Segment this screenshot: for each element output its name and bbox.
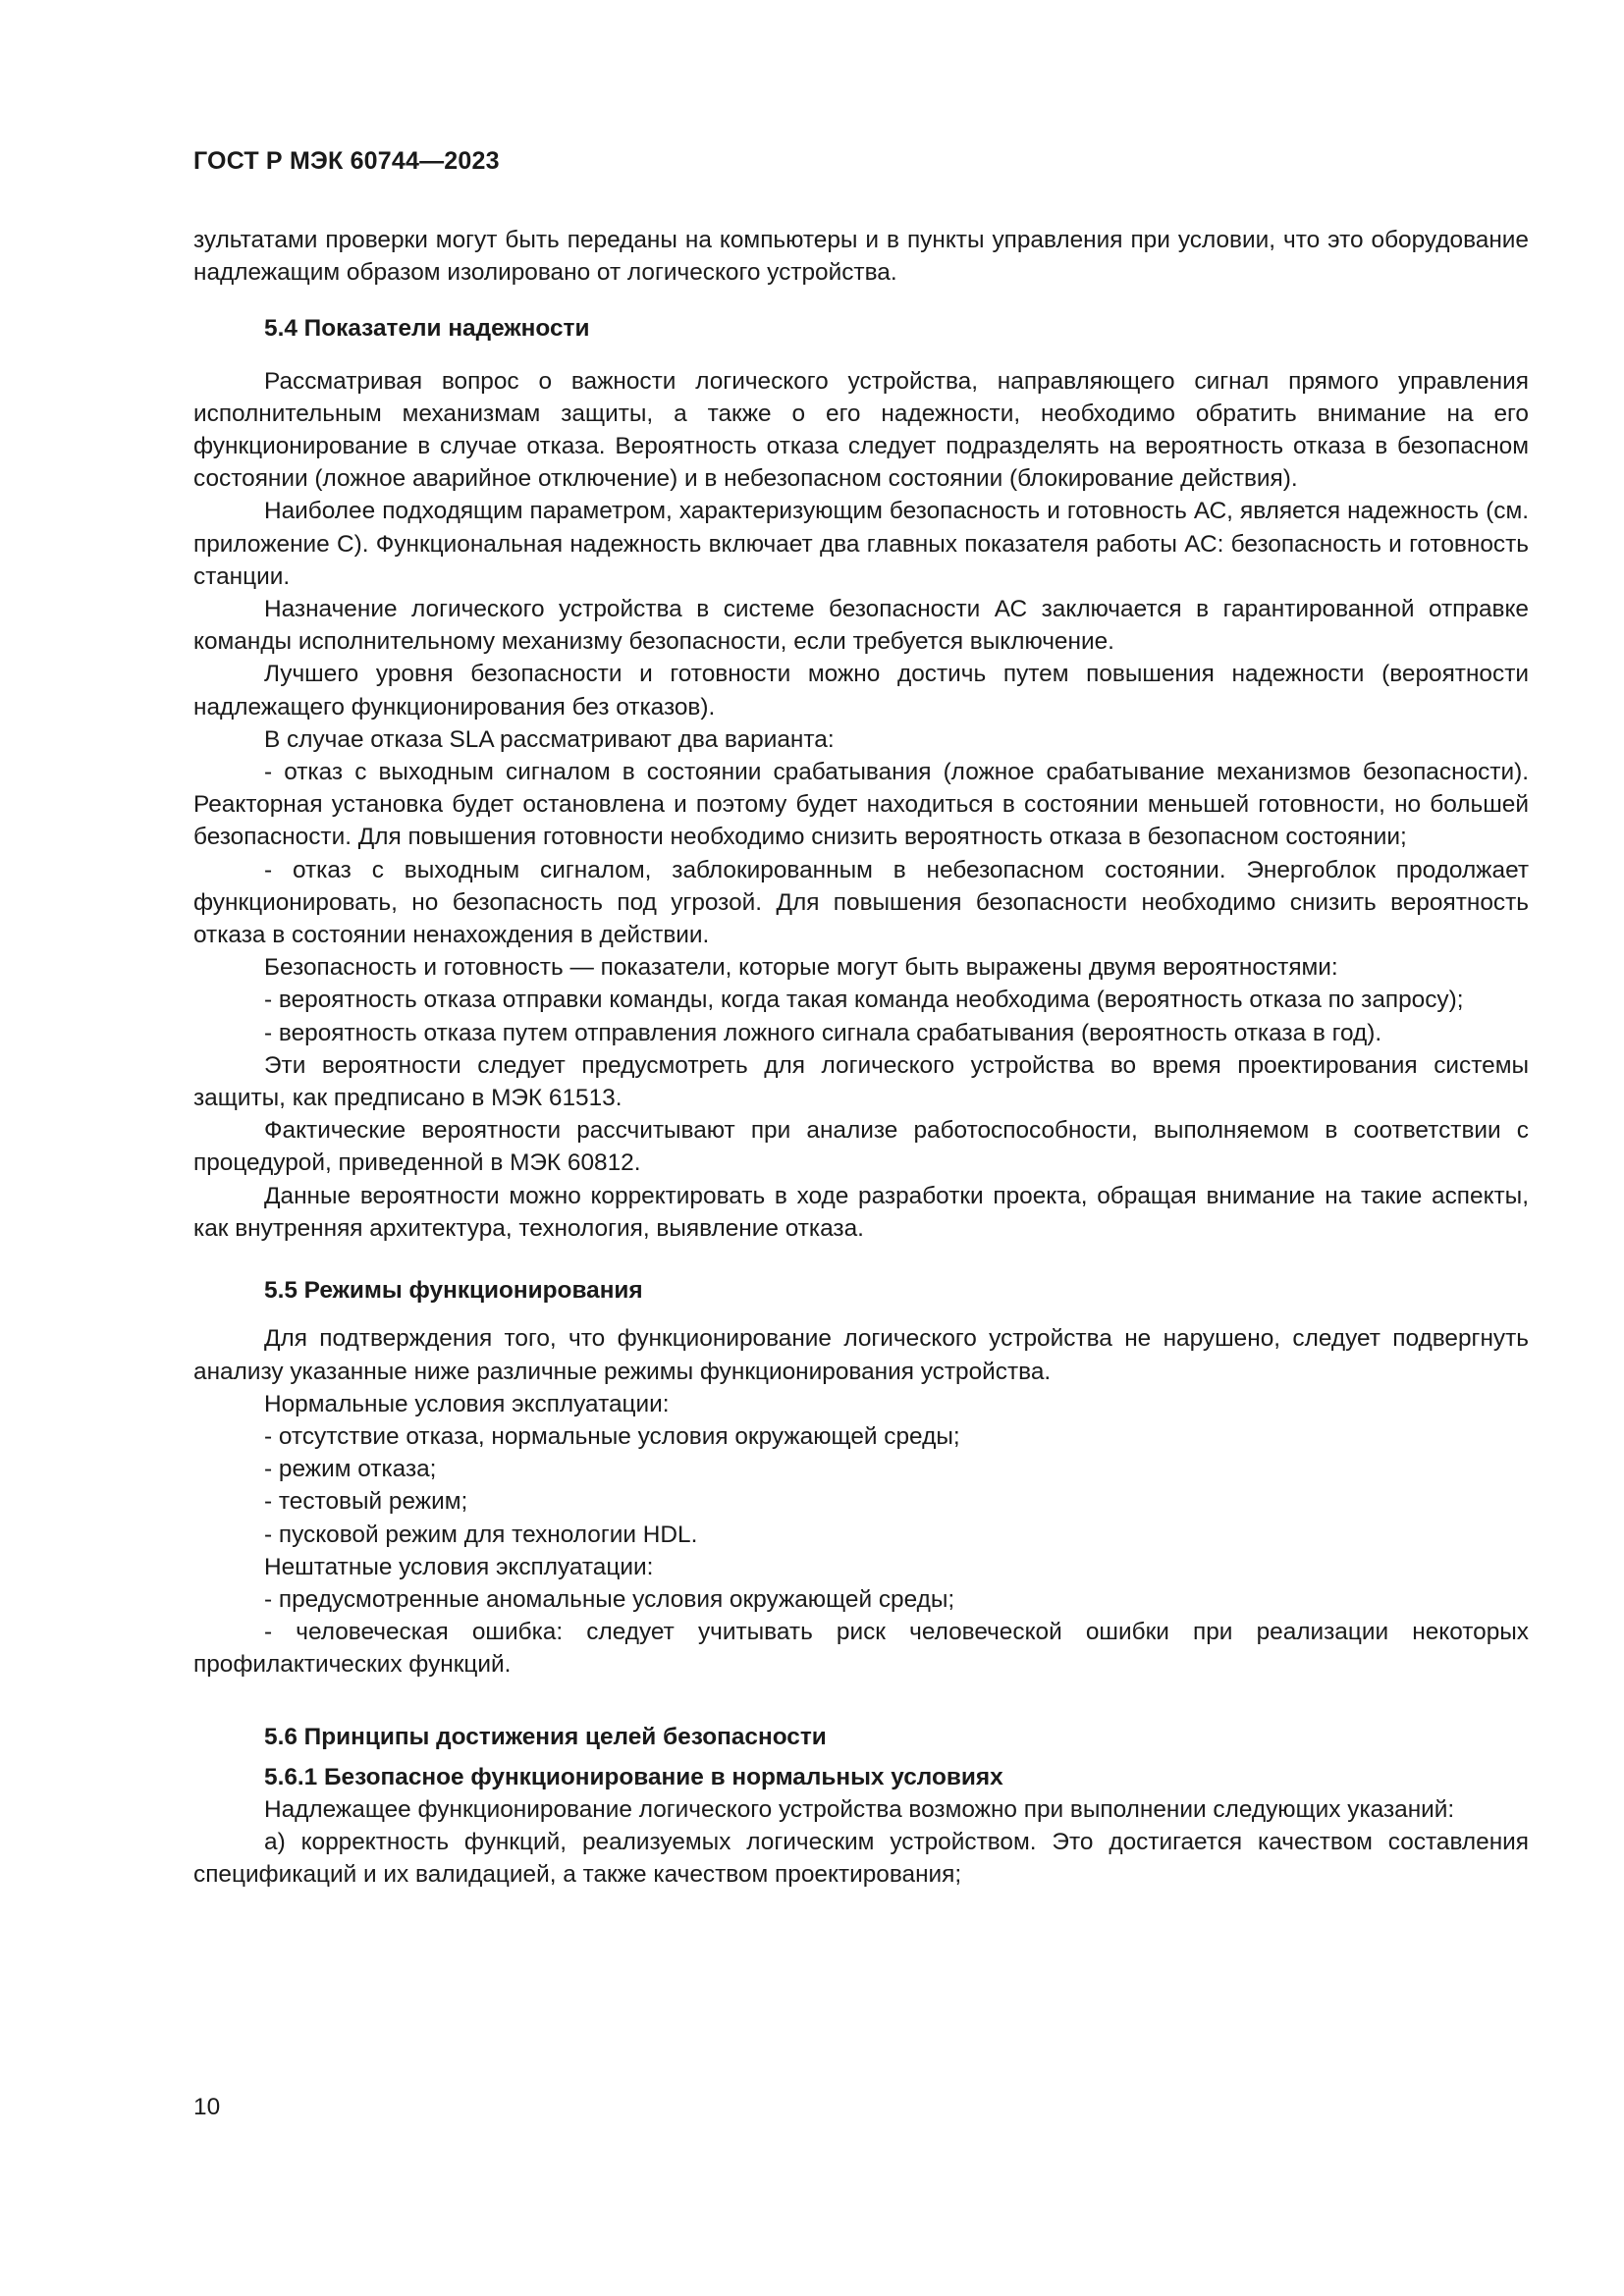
section-5-4-heading: 5.4 Показатели надежности: [264, 315, 590, 343]
list-item: - отказ с выходным сигналом в состоянии срабатывания (ложное срабатывание механизмов безопасности). Реакторная установка будет остановлена и поэтому будет находиться в состоянии меньшей готовности, но большей безопасности. Для повышения готовности необходимо снизить вероятность отказа в безопасном состоянии;: [193, 759, 1529, 851]
document-body: [193, 224, 1529, 1892]
list-item: - предусмотренные аномальные условия окружающей среды;: [264, 1585, 955, 1613]
list-item: - пусковой режим для технологии HDL.: [264, 1521, 698, 1548]
intro-paragraph: зультатами проверки могут быть переданы на компьютеры и в пункты управления при условии, что это оборудование надлежащим образом изолировано от логического устройства.: [193, 227, 1529, 287]
paragraph: Нештатные условия эксплуатации:: [264, 1553, 654, 1580]
paragraph: Фактические вероятности рассчитывают при анализе работоспособности, выполняемом в соответствии с процедурой, приведенной в МЭК 60812.: [193, 1117, 1529, 1177]
paragraph: Назначение логического устройства в системе безопасности АС заключается в гарантированной отправке команды исполнительному механизму безопасности, если требуется выключение.: [193, 596, 1529, 656]
paragraph: Надлежащее функционирование логического устройства возможно при выполнении следующих указаний:: [264, 1795, 1455, 1823]
paragraph: Для подтверждения того, что функционирование логического устройства не нарушено, следует подвергнуть анализу указанные ниже различные режимы функционирования устройства.: [193, 1325, 1529, 1385]
list-item: - отказ с выходным сигналом, заблокированным в небезопасном состоянии. Энергоблок продолжает функционировать, но безопасность под угрозой. Для повышения безопасности необходимо снизить вероятность отказа в состоянии ненахождения в действии.: [193, 856, 1529, 949]
list-item: - режим отказа;: [264, 1456, 437, 1483]
paragraph: Безопасность и готовность — показатели, которые могут быть выражены двумя вероятностями:: [264, 954, 1338, 982]
paragraph: Нормальные условия эксплуатации:: [264, 1390, 670, 1417]
list-item: - тестовый режим;: [264, 1488, 468, 1516]
paragraph: Наиболее подходящим параметром, характеризующим безопасность и готовность АС, является надежность (см. приложение С). Функциональная надежность включает два главных показателя работы АС: безопасность и готовность станции.: [193, 498, 1529, 590]
list-item: - вероятность отказа отправки команды, когда такая команда необходима (вероятность отказа по запросу);: [264, 987, 1464, 1014]
paragraph: Эти вероятности следует предусмотреть для логического устройства во время проектирования системы защиты, как предписано в МЭК 61513.: [193, 1051, 1529, 1112]
paragraph: Лучшего уровня безопасности и готовности можно достичь путем повышения надежности (вероятности надлежащего функционирования без отказов).: [193, 661, 1529, 721]
list-item: - вероятность отказа путем отправления ложного сигнала срабатывания (вероятность отказа в год).: [264, 1019, 1382, 1046]
list-item: а) корректность функций, реализуемых логическим устройством. Это достигается качеством составления спецификаций и их валидацией, а также качеством проектирования;: [193, 1829, 1529, 1889]
document-header: ГОСТ Р МЭК 60744—2023: [193, 147, 500, 175]
paragraph: Рассматривая вопрос о важности логического устройства, направляющего сигнал прямого управления исполнительным механизмам защиты, а также о его надежности, необходимо обратить внимание на его функционирование в случае отказа. Вероятность отказа следует подразделять на вероятность отказа в безопасном состоянии (ложное аварийное отключение) и в небезопасном состоянии (блокирование действия).: [193, 367, 1529, 493]
paragraph: Данные вероятности можно корректировать в ходе разработки проекта, обращая внимание на такие аспекты, как внутренняя архитектура, технология, выявление отказа.: [193, 1182, 1529, 1242]
list-item: - отсутствие отказа, нормальные условия окружающей среды;: [264, 1422, 960, 1450]
section-5-6-heading: 5.6 Принципы достижения целей безопасности: [264, 1723, 827, 1750]
list-item: - человеческая ошибка: следует учитывать риск человеческой ошибки при реализации некоторых профилактических функций.: [193, 1619, 1529, 1679]
section-5-6-1-heading: 5.6.1 Безопасное функционирование в нормальных условиях: [264, 1763, 1003, 1790]
section-5-5-heading: 5.5 Режимы функционирования: [264, 1277, 643, 1305]
page-number: 10: [193, 2094, 221, 2120]
paragraph: В случае отказа SLA рассматривают два варианта:: [264, 725, 835, 753]
